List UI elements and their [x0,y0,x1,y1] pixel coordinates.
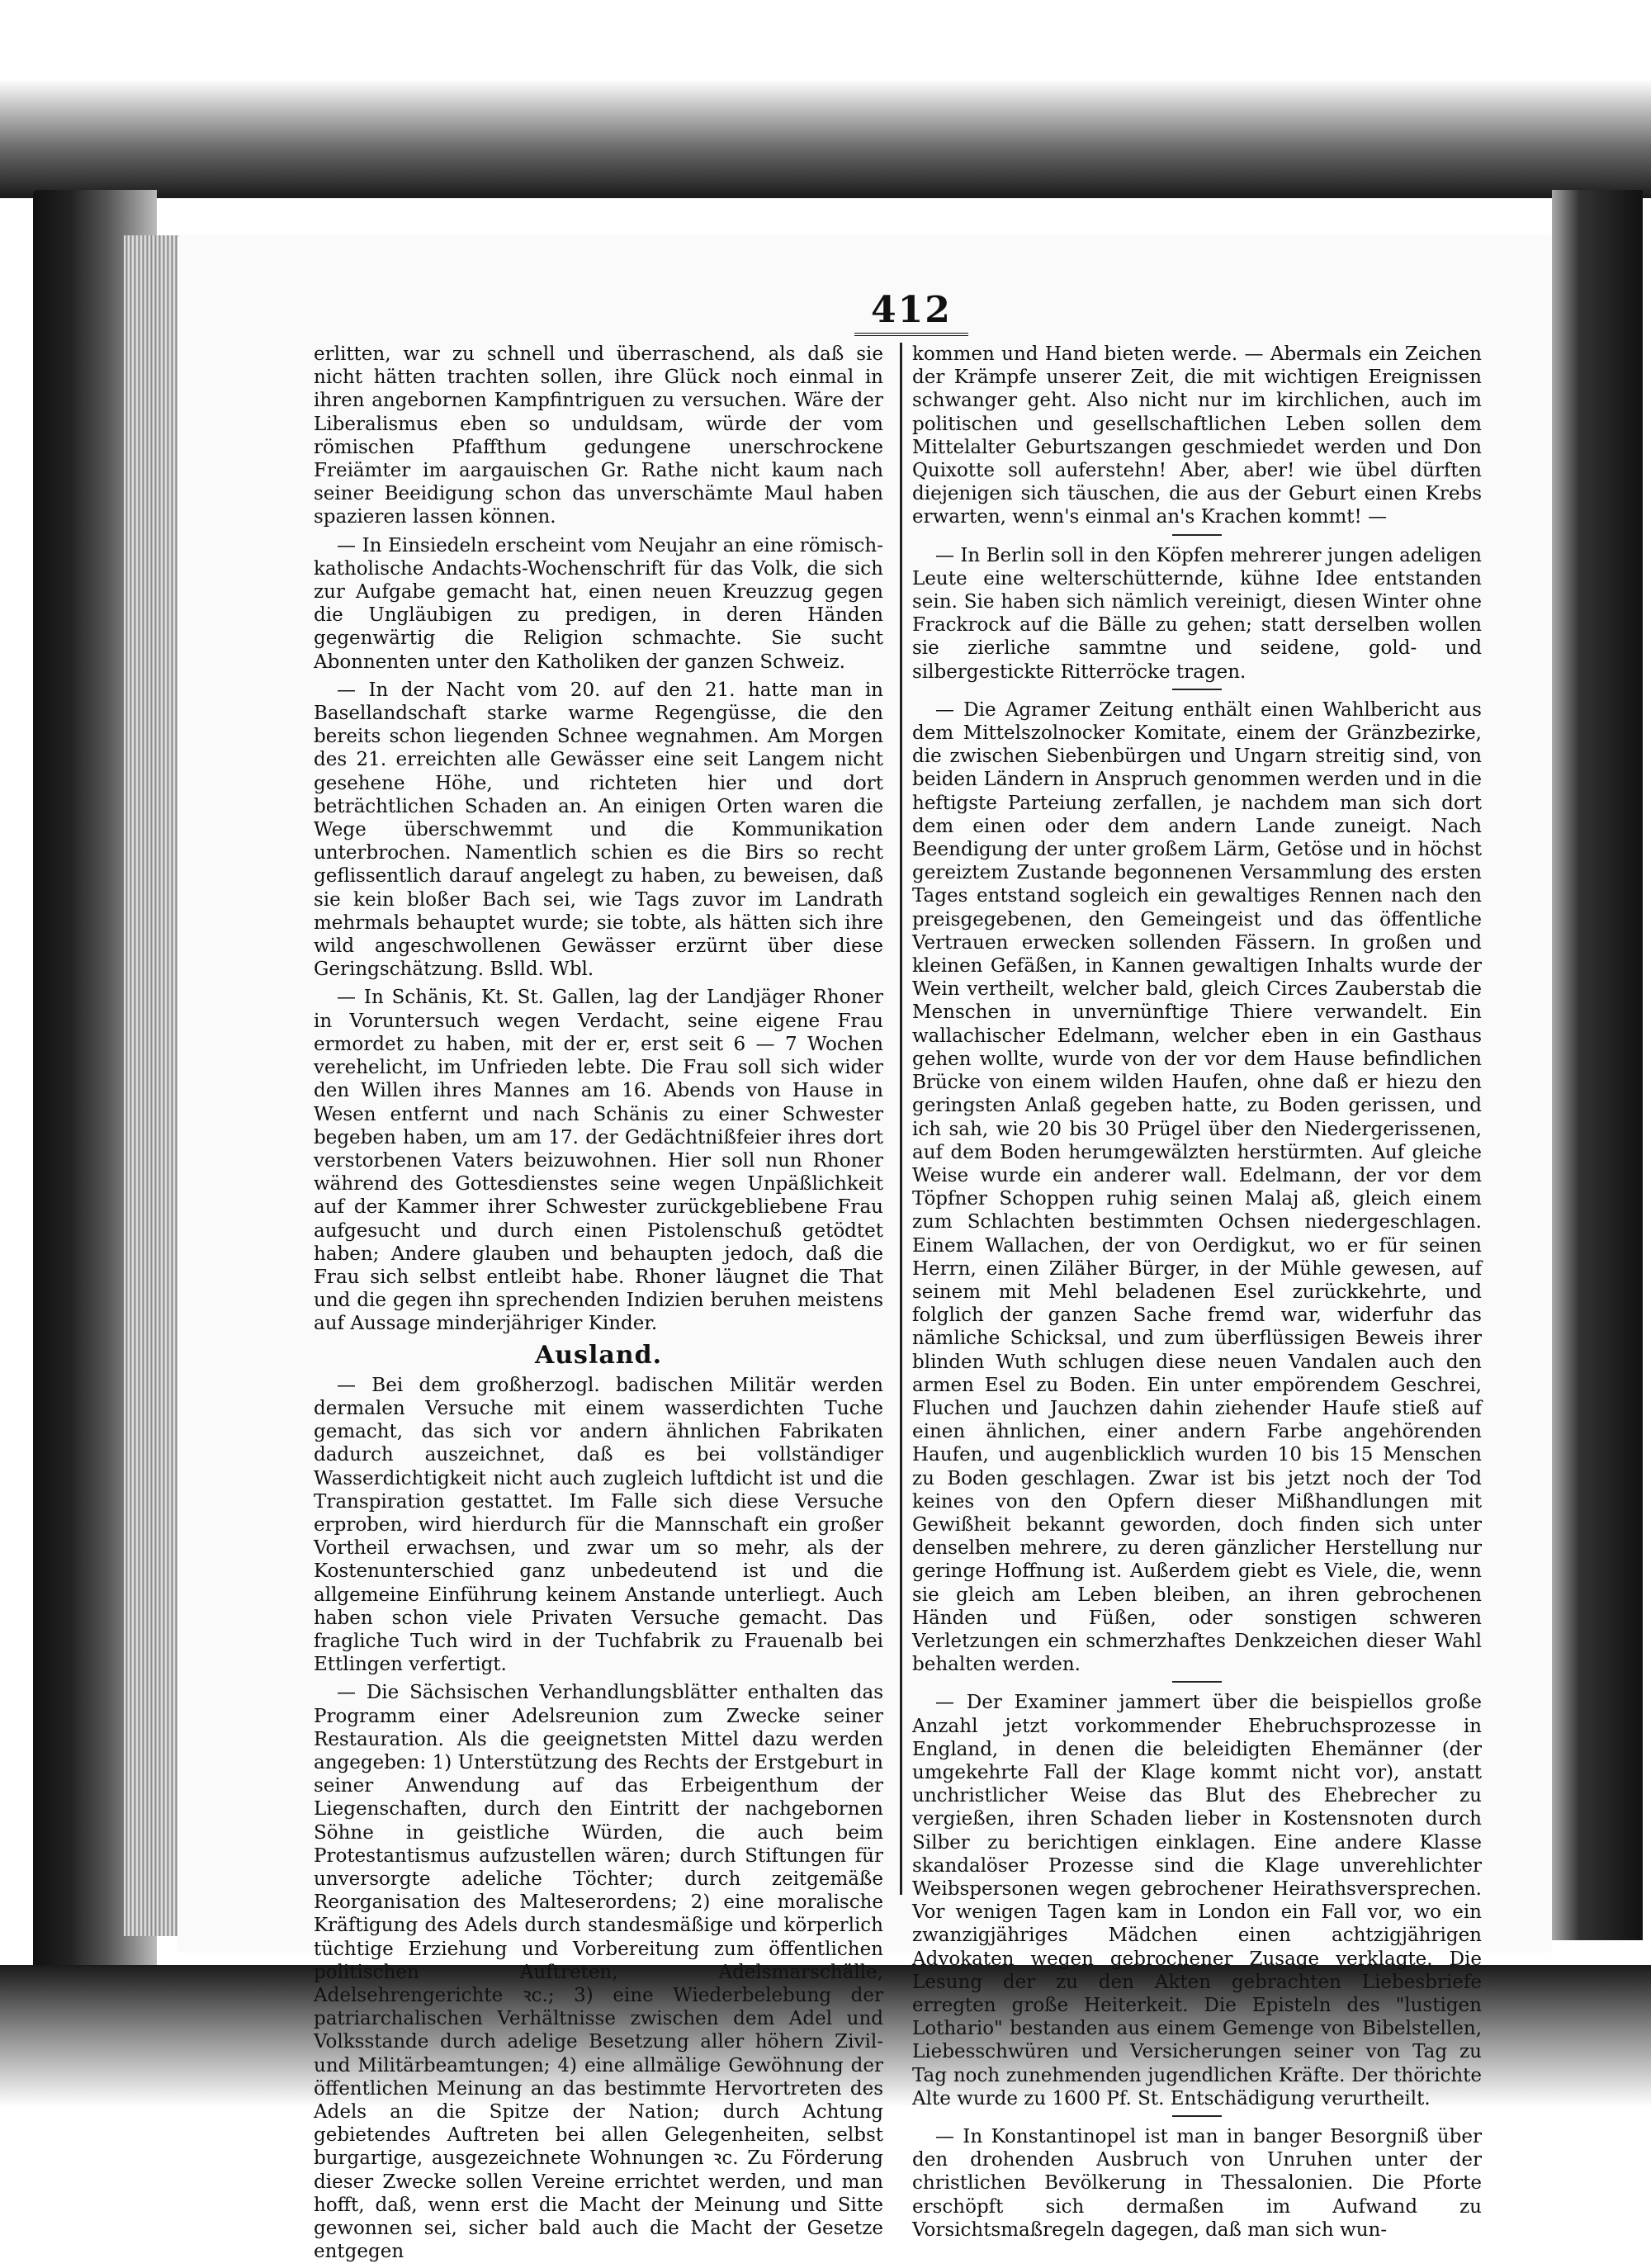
article-paragraph: — Der Examiner jammert über die beispiellos große Anzahl jetzt vorkommender Ehebruchsprozesse in England, in denen die beleidigten Ehemänner (der umgekehrte Fall der Klage kommt nicht vor), anstatt unchristlicher Weise das Blut des Ehebrecher zu vergießen, ihren Schaden lieber in Kostensnoten durch Silber zu berichtigen einklagen. Eine andere Klasse skandalöser Prozesse sind die Klage unverehlichter Weibspersonen wegen gebrochener Heirathsversprechen. Vor wenigen Tagen kam in London ein Fall vor, wo ein zwanzigjähriges Mädchen einen achtzigjährigen Advokaten wegen gebrochener Zusage verklagte. Die Lesung der zu den Akten gebrachten Liebesbriefe erregten große Heiterkeit. Die Episteln des "lustigen Lothario" bestanden aus einem Gemenge von Bibelstellen, Liebesschwüren und Versicherungen seiner von Tag zu Tag noch zunehmenden jugendlichen Kräfte. Der thörichte Alte wurde zu 1600 Pf. St. Entschädigung verurtheilt. [912,1692,1482,2109]
article-paragraph: — In Berlin soll in den Köpfen mehrerer jungen adeligen Leute eine welterschütternde, kühne Idee entstanden sein. Sie haben sich nämlich vereinigt, diesen Winter ohne Frackrock auf die Bälle zu gehen; statt derselben wollen sie zierliche sammtne und seidene, gold- und silbergestickte Ritterröcke tragen. [912,544,1482,683]
page-number: 412 [854,289,968,336]
article-paragraph: — Die Agramer Zeitung enthält einen Wahlbericht aus dem Mittelszolnocker Komitate, einem der Gränzbezirke, die zwischen Siebenbürgen und Ungarn streitig sind, von beiden Ländern in Anspruch genommen werden und in die heftigste Parteiung zerfallen, je nachdem man sich dort dem einen oder dem andern Lande zuneigt. Nach Beendigung der unter großem Lärm, Getöse und in höchst gereiztem Zustande begonnenen Versammlung des ersten Tages entstand sogleich ein gewaltiges Rennen nach den preisgegebenen, den Gemeingeist und das öffentliche Vertrauen erwecken sollenden Fässern. In großen und kleinen Gefäßen, in Kannen gewaltigen Inhalts wurde der Wein vertheilt, welcher bald, gleich Circes Zauberstab die Menschen in unvernünftige Thiere verwandelt. Ein wallachischer Edelmann, welcher eben in ein Gasthaus gehen wollte, wurde von der vor dem Hause befindlichen Brücke von einem wilden Haufen, ohne daß er hiezu den geringsten Anlaß gegeben hatte, zu Boden gerissen, und ich sah, wie 20 bis 30 Prügel über den Niedergerissenen, auf dem Boden herumgewälzten herstürmten. Auf gleiche Weise wurde ein anderer wall. Edelmann, der vor dem Töpfner Schoppen ruhig seinen Malaj aß, gleich einem zum Schlachten bestimmten Ochsen niedergeschlagen. Einem Wallachen, der von Oerdigkut, wo er für seinen Herrn, einen Ziläher Bürger, in der Mühle gewesen, auf seinem mit Mehl beladenen Esel zurückkehrte, und folglich der ganzen Sache fremd war, widerfuhr das nämliche Schicksal, und zum überflüssigen Beweis ihrer blinden Wuth schlugen diese neuen Vandalen auch den armen Esel zu Boden. Ein unter empörendem Geschrei, Fluchen und Jauchzen dahin ziehender Haufe stieß auf einen ähnlichen, einer andern Farbe angehörenden Haufen, und augenblicklich wurden 10 bis 15 Menschen zu Boden geschlagen. Zwar ist bis jetzt noch der Tod keines von den Opfern dieser Mißhandlungen mit Gewißheit bekannt geworden, doch finden sich unter denselben mehrere, zu deren gänzlicher Herstellung nur geringe Hoffnung ist. Außerdem giebt es Viele, die, wenn sie gleich am Leben bleiben, an ihren gebrochenen Händen und Füßen, oder sonstigen schweren Verletzungen ein schmerzhaftes Denkzeichen dieser Wahl behalten werden. [912,698,1482,1676]
column-divider [900,343,902,1895]
right-column [912,343,1482,2247]
article-separator [1172,2115,1222,2117]
article-paragraph: — In Schänis, Kt. St. Gallen, lag der Landjäger Rhoner in Voruntersuch wegen Verdacht, seine eigene Frau ermordet zu haben, mit der er, erst seit 6 — 7 Wochen verehelicht, im Unfrieden lebte. Die Frau soll sich wider den Willen ihres Mannes am 16. Abends von Hause in Wesen entfernt und nach Schänis zu einer Schwester begeben haben, um am 17. der Gedächtnißfeier ihres dort verstorbenen Vaters beizuwohnen. Hier soll nun Rhoner während des Gottesdienstes seine wegen Unpäßlichkeit auf der Kammer ihrer Schwester zurückgebliebene Frau aufgesucht und durch einen Pistolenschuß getödtet haben; Andere glauben und behaupten jedoch, daß die Frau sich selbst entleibt habe. Rhoner läugnet die That und die gegen ihn sprechenden Indizien beruhen meistens auf Aussage minderjähriger Kinder. [314,987,883,1335]
scan-background-top [0,0,1651,198]
book-binding-right [1552,190,1643,1940]
left-column [314,343,883,2268]
article-separator [1172,689,1222,690]
article-separator [1172,1681,1222,1683]
article-paragraph: — In der Nacht vom 20. auf den 21. hatte man in Basellandschaft starke warme Regengüsse, die den bereits schon liegenden Schnee wegnahmen. Am Morgen des 21. erreichten alle Gewässer eine seit Langem nicht gesehene Höhe, und richteten hier und dort beträchtlichen Schaden an. An einigen Orten waren die Wege überschwemmt und die Kommunikation unterbrochen. Namentlich schien es die Birs so recht geflissentlich darauf angelegt zu haben, zu beweisen, daß sie kein bloßer Bach sei, wie Tags zuvor im Landrath mehrmals behauptet wurde; sie tobte, als hätten sich ihre wild angeschwollenen Gewässer erzürnt über diese Geringschätzung. Bslld. Wbl. [314,679,883,981]
article-paragraph: — In Konstantinopel ist man in banger Besorgniß über den drohenden Ausbruch von Unruhen unter der christlichen Bevölkerung in Thessalonien. Die Pforte erschöpft sich dermaßen im Aufwand zu Vorsichtsmaßregeln dagegen, daß man sich wun- [912,2126,1482,2241]
article-paragraph: — Bei dem großherzogl. badischen Militär werden dermalen Versuche mit einem wasserdichten Tuche gemacht, das sich vor andern ähnlichen Fabrikaten dadurch auszeichnet, daß es bei vollständiger Wasserdichtigkeit nicht auch zugleich luftdicht ist und die Transpiration gestattet. Im Falle sich diese Versuche erproben, wird hierdurch für die Mannschaft ein großer Vortheil erwachsen, und zwar um so mehr, als der Kostenunterschied ganz unbedeutend ist und die allgemeine Einführung keinem Anstande unterliegt. Auch haben schon viele Privaten Versuche gemacht. Das fragliche Tuch wird in der Tuchfabrik zu Frauenalb bei Ettlingen verfertigt. [314,1374,883,1676]
article-paragraph: erlitten, war zu schnell und überraschend, als daß sie nicht hätten trachten sollen, ihre Glück noch einmal in ihren angebornen Kampfintriguen zu versuchen. Wäre der Liberalismus eben so unduldsam, würde der vom römischen Pfaffthum gedungene unerschrockene Freiämter im aargauischen Gr. Rathe nicht kaum nach seiner Beeidigung schon das unverschämte Maul haben spazieren lassen können. [314,343,883,528]
article-paragraph: — Die Sächsischen Verhandlungsblätter enthalten das Programm einer Adelsreunion zum Zwecke seiner Restauration. Als die geeignetsten Mittel dazu werden angegeben: 1) Unterstützung des Rechts der Erstgeburt in seiner Anwendung auf das Erbeigenthum der Liegenschaften, durch den Eintritt der nachgebornen Söhne in geistliche Würden, die auch beim Protestantismus aufzustellen wären; durch Stiftungen für unversorgte adeliche Töchter; durch zeitgemäße Reorganisation des Malteserordens; 2) eine moralische Kräftigung des Adels durch standesmäßige und körperlich tüchtige Erziehung und Vorbereitung zum öffentlichen politischen Auftreten, Adelsmarschälle, Adelsehrengerichte ꝛc.; 3) eine Wiederbelebung der patriarchalischen Verhältnisse zwischen dem Adel und Volksstande durch adelige Besetzung aller höhern Zivil- und Militärbeamtungen; 4) eine allmälige Gewöhnung der öffentlichen Meinung an das bestimmte Hervortreten des Adels an die Spitze der Nation; durch Achtung gebietendes Auftreten bei allen Gelegenheiten, selbst burgartige, ausgezeichnete Wohnungen ꝛc. Zu Förderung dieser Zwecke sollen Vereine errichtet werden, und man hofft, daß, wenn erst die Macht der Meinung und Sitte gewonnen sei, sicher bald auch die Macht der Gesetze entgegen [314,1682,883,2263]
section-heading: Ausland. [534,1340,663,1370]
article-paragraph: kommen und Hand bieten werde. — Abermals ein Zeichen der Krämpfe unserer Zeit, die mit wichtigen Ereignissen schwanger geht. Also nicht nur im kirchlichen, auch im politischen und gesellschaftlichen Leben sollen dem Mittelalter Geburtszangen geschmiedet werden und Don Quixotte soll auferstehn! Aber, aber! wie übel dürften diejenigen sich täuschen, die aus der Geburt einen Krebs erwarten, wenn's einmal an's Krachen kommt! — [912,343,1482,528]
article-paragraph: — In Einsiedeln erscheint vom Neujahr an eine römisch-katholische Andachts-Wochenschrift für das Volk, die sich zur Aufgabe gemacht hat, einen neuen Kreuzzug gegen die Ungläubigen zu predigen, in deren Händen gegenwärtig die Religion schmachte. Sie sucht Abonnenten unter den Katholiken der ganzen Schweiz. [314,534,883,673]
page-edges [124,235,182,1936]
article-separator [1172,534,1222,536]
